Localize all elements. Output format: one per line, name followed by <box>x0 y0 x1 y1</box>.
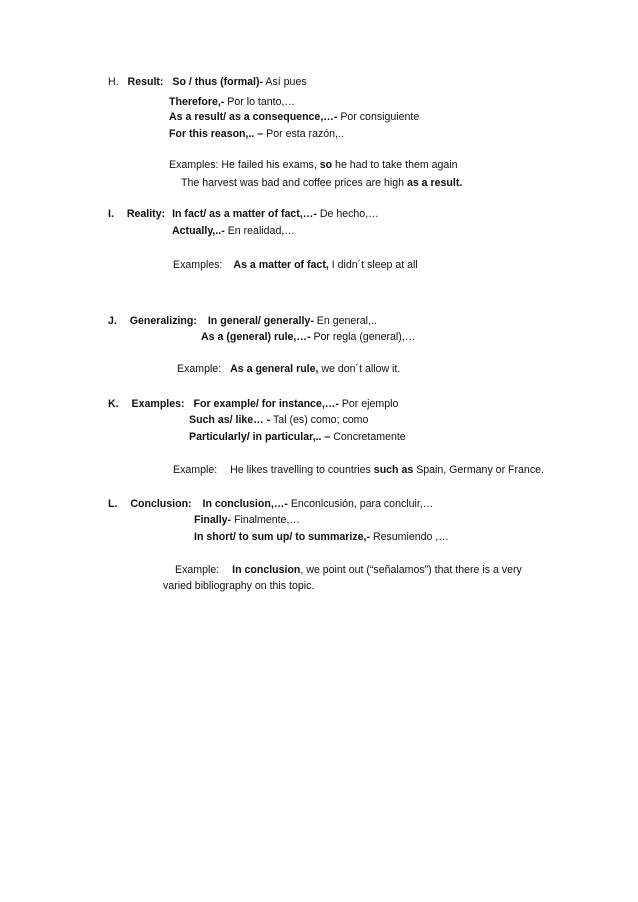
meaning: Concretamente <box>330 431 406 443</box>
term: In conclusion,…- <box>202 498 288 510</box>
example-line: Example: He likes travelling to countries such as Spain, Germany or France. <box>173 464 544 476</box>
meaning: De hecho,… <box>316 208 379 220</box>
section-letter: J. <box>108 315 117 327</box>
meaning: Por consiguiente <box>337 111 420 123</box>
section-heading: Conclusion: <box>130 498 192 510</box>
section-heading: Reality: <box>126 208 166 220</box>
meaning: Tal (es) como; como <box>270 414 369 426</box>
term: In general/ generally- <box>207 315 314 327</box>
section-heading: Generalizing: <box>129 315 197 327</box>
example-line: Examples: He failed his exams, so he had to take them again <box>169 159 458 171</box>
meaning: Enconlcusión, para concluir,… <box>287 498 434 510</box>
section-letter: K. <box>108 398 119 410</box>
section-heading: Examples: <box>131 398 185 410</box>
example-line: varied bibliography on this topic. <box>163 580 315 592</box>
term: In fact/ as a matter of fact,…- <box>172 208 317 220</box>
example-line: Example: As a general rule, we don´t allow it. <box>177 363 401 375</box>
term: For this reason,.. – <box>169 128 264 140</box>
term: So / thus (formal)- <box>172 76 264 88</box>
example-line: Examples: As a matter of fact, I didn´t sleep at all <box>173 259 418 271</box>
section-letter: I. <box>108 208 114 220</box>
meaning: En realidad,… <box>224 225 295 237</box>
term: Actually,..- <box>172 225 225 237</box>
term: As a result/ as a consequence,…- <box>169 111 338 123</box>
example-line: The harvest was bad and coffee prices are high as a result. <box>181 177 463 189</box>
term: For example/ for instance,…- <box>193 398 339 410</box>
meaning: En general,.. <box>313 315 377 327</box>
meaning: Finalmente,… <box>231 514 300 526</box>
term: Finally- <box>194 514 232 526</box>
term: Particularly/ in particular,.. – <box>189 431 331 443</box>
section-heading: Result: <box>127 76 164 88</box>
example-line: Example: In conclusion, we point out (“señalamos”) that there is a very <box>175 564 522 576</box>
term: Such as/ like… - <box>189 414 271 426</box>
meaning: Por esta razón,.. <box>263 128 344 140</box>
meaning: Resumiendo ,… <box>370 531 449 543</box>
section-letter: L. <box>108 498 118 510</box>
meaning: Por regla (general),… <box>310 331 416 343</box>
term: As a (general) rule,…- <box>201 331 311 343</box>
term: In short/ to sum up/ to summarize,- <box>194 531 370 543</box>
meaning: Así pues <box>263 76 307 88</box>
term: Therefore,- <box>169 96 225 108</box>
meaning: Por ejemplo <box>338 398 399 410</box>
section-letter: H. <box>108 76 119 88</box>
meaning: Por lo tanto,… <box>224 96 296 108</box>
